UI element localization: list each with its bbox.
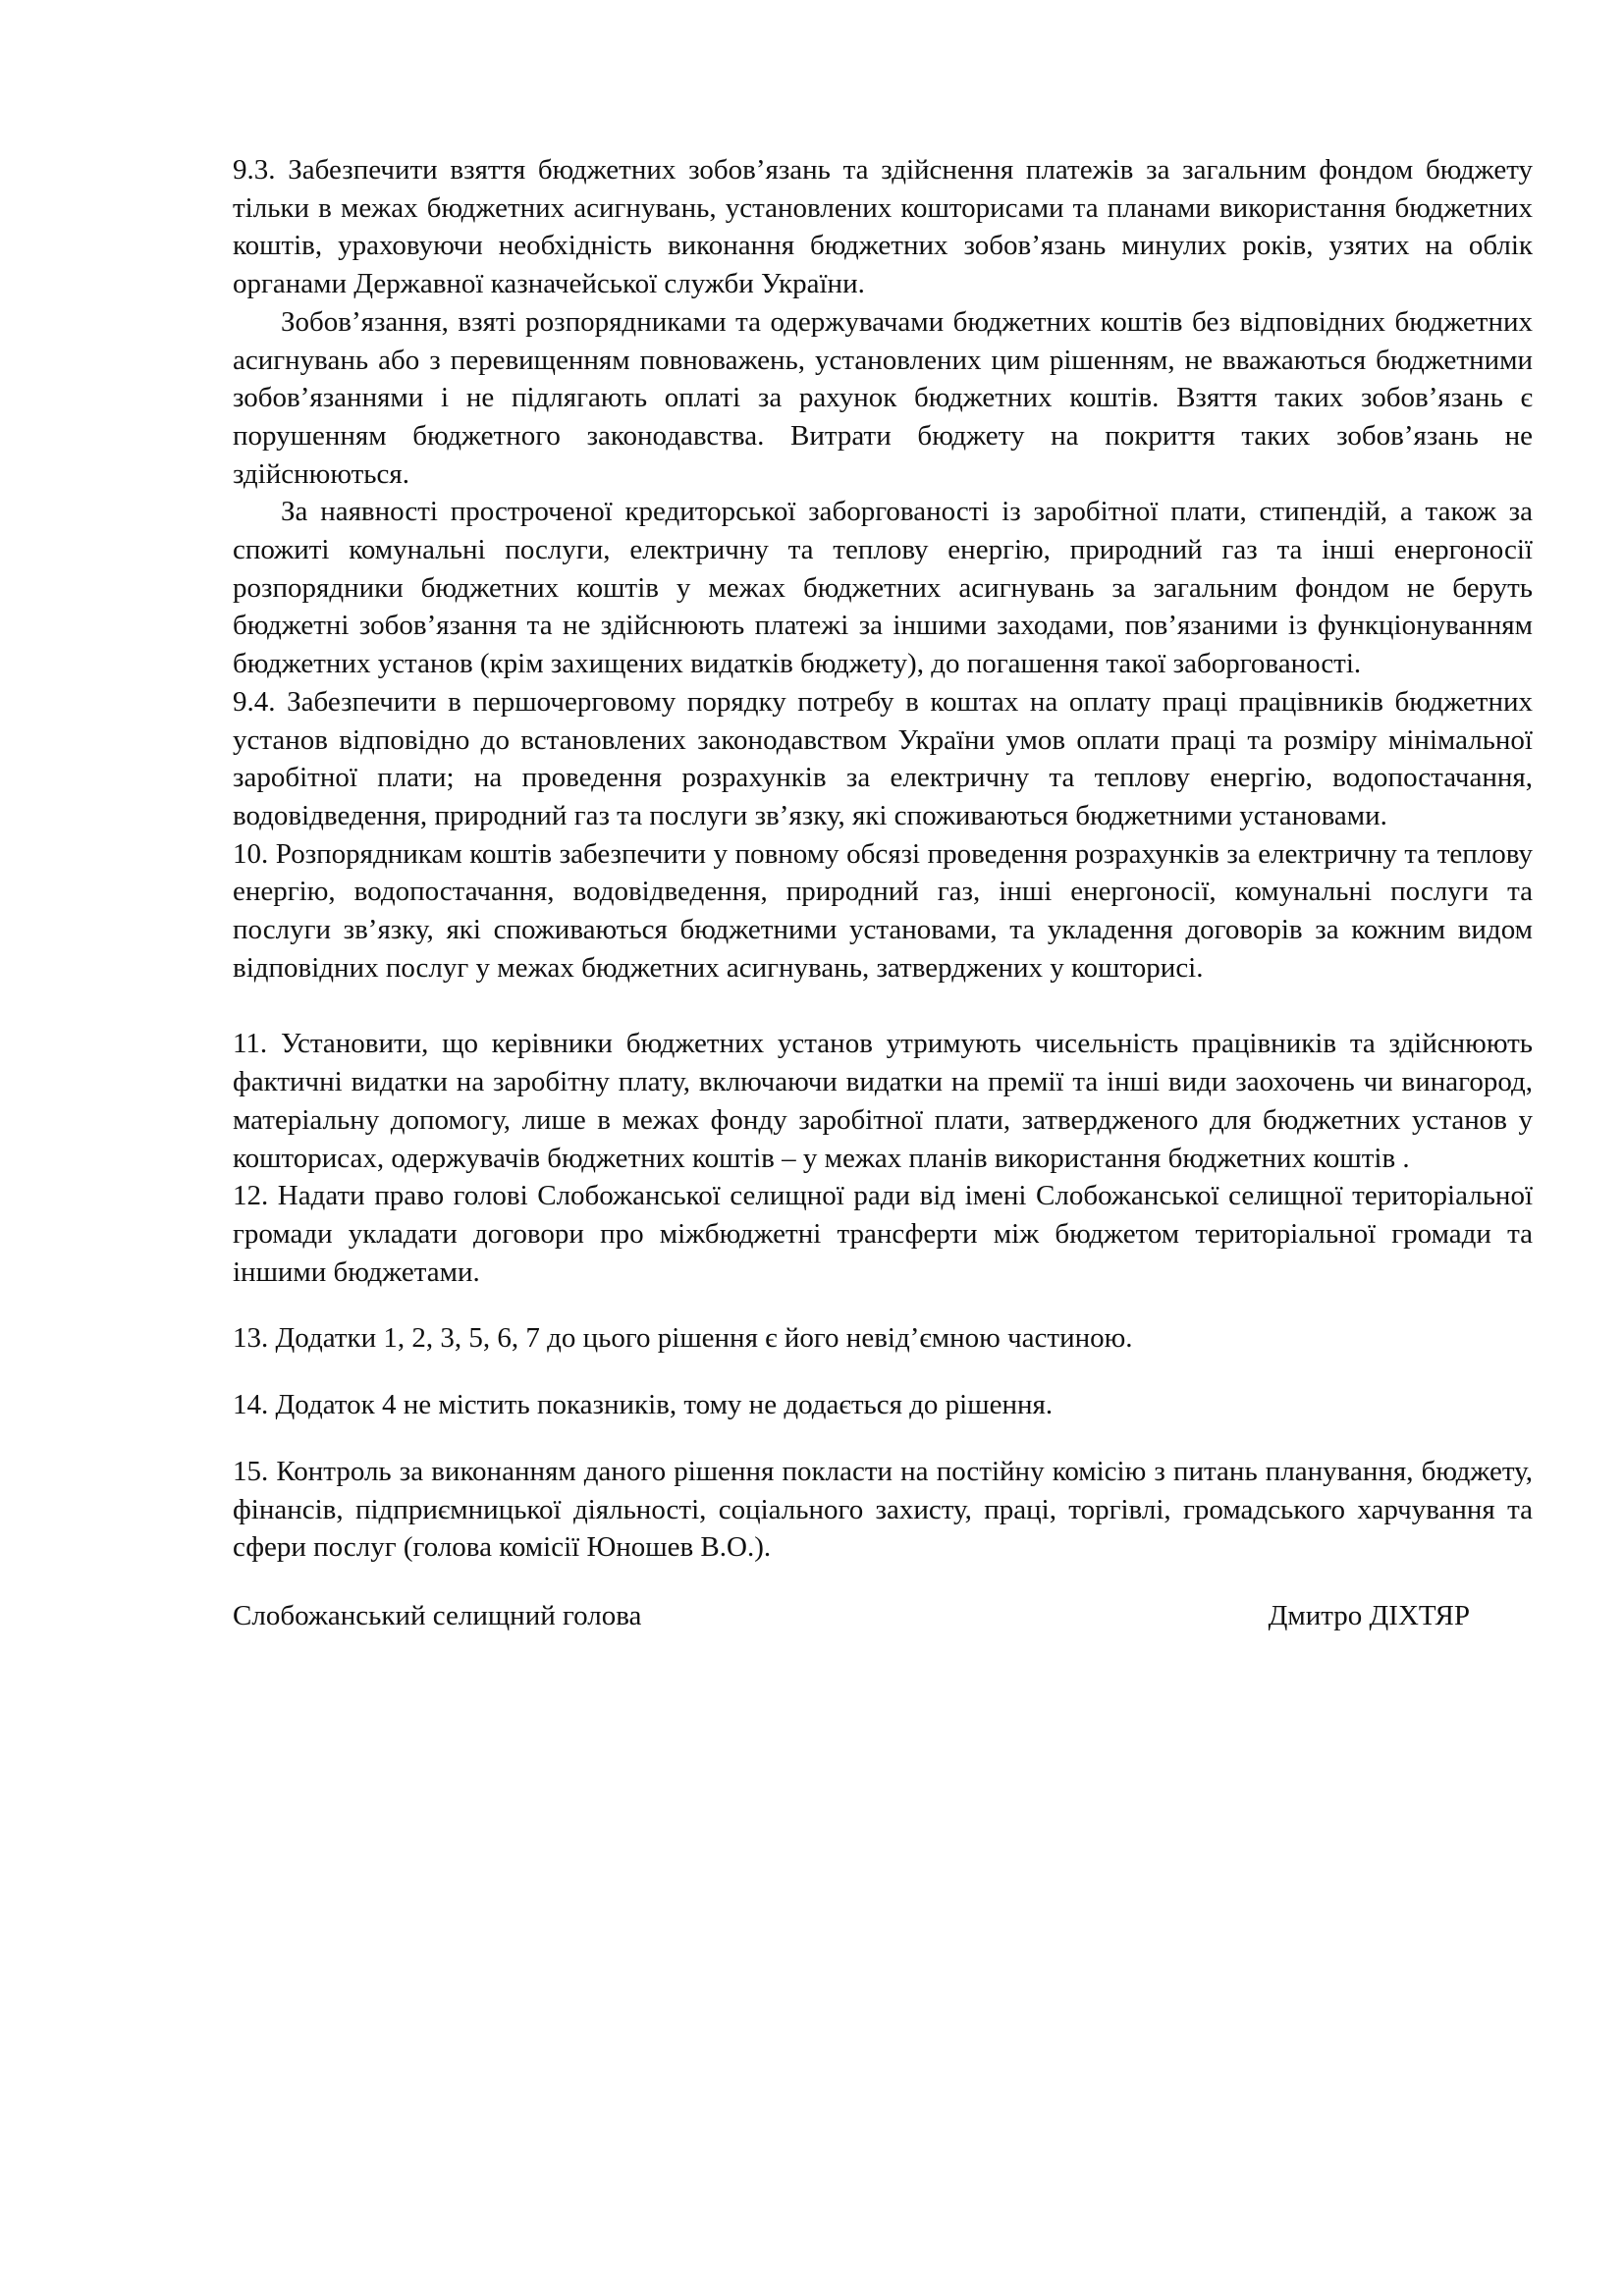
signature-position: Слобожанський селищний голова bbox=[233, 1599, 642, 1631]
signature-block bbox=[233, 1597, 1470, 1635]
paragraph-15: 15. Контроль за виконанням даного рішення покласти на постійну комісію з питань планування, бюджету, фінансів, підприємницької діяльності, соціального захисту, праці, торгівлі, громадського харчування та сфери послуг (голова комісії Юношев В.О.). bbox=[233, 1455, 1533, 1564]
paragraph-13: 13. Додатки 1, 2, 3, 5, 6, 7 до цього рішення є його невід’ємною частиною. bbox=[233, 1322, 1133, 1355]
paragraph-9-3: 9.3. Забезпечити взяття бюджетних зобов’язань та здійснення платежів за загальним фондом бюджету тільки в межах бюджетних асигнувань, установлених кошторисами та планами використання бюджетних коштів, ураховуючи необхідність виконання бюджетних зобов’язань минулих років, узятих на облік органами Державної казначейської служби України. bbox=[233, 154, 1533, 300]
paragraph-9-3-obligations: Зобов’язання, взяті розпорядниками та одержувачами бюджетних коштів без відповідних бюджетних асигнувань або з перевищенням повноважень, установлених цим рішенням, не вважаються бюджетними зобов’язаннями і не підлягають оплаті за рахунок бюджетних коштів. Взяття таких зобов’язань є порушенням бюджетного законодавства. Витрати бюджету на покриття таких зобов’язань не здійснюються. bbox=[233, 305, 1533, 490]
paragraph-9-3-arrears: За наявності простроченої кредиторської заборгованості із заробітної плати, стипендій, а також за спожиті комунальні послуги, електричну та теплову енергію, природний газ та інші енергоносії розпорядники бюджетних коштів у межах бюджетних асигнувань за загальним фондом не беруть бюджетні зобов’язання та не здійснюють платежі за іншими заходами, пов’язаними із функціонуванням бюджетних установ (крім захищених видатків бюджету), до погашення такої заборгованості. bbox=[233, 496, 1533, 680]
paragraph-9-4: 9.4. Забезпечити в першочерговому порядку потребу в коштах на оплату праці працівників бюджетних установ відповідно до встановлених законодавством України умов оплати праці та розміру мінімальної заробітної плати; на проведення розрахунків за електричну та теплову енергію, водопостачання, водовідведення, природний газ та послуги зв’язку, які споживаються бюджетними установами. bbox=[233, 685, 1533, 831]
document-page bbox=[233, 151, 1533, 1635]
paragraph-11: 11. Установити, що керівники бюджетних установ утримують чисельність працівників та здійснюють фактичні видатки на заробітну плату, включаючи видатки на премії та інші види заохочень чи винагород, матеріальну допомогу, лише в межах фонду заробітної плати, затвердженого для бюджетних установ у кошторисах, одержувачів бюджетних коштів – у межах планів використання бюджетних коштів . bbox=[233, 1028, 1533, 1174]
paragraph-10: 10. Розпорядникам коштів забезпечити у повному обсязі проведення розрахунків за електричну та теплову енергію, водопостачання, водовідведення, природний газ, інші енергоносії, комунальні послуги та послуги зв’язку, які споживаються бюджетними установами, та укладення договорів за кожним видом відповідних послуг у межах бюджетних асигнувань, затверджених у кошторисі. bbox=[233, 837, 1533, 984]
paragraph-14: 14. Додаток 4 не містить показників, тому не додається до рішення. bbox=[233, 1389, 1054, 1421]
signature-name: Дмитро ДІХТЯР bbox=[1268, 1599, 1470, 1631]
paragraph-12: 12. Надати право голові Слобожанської селищної ради від імені Слобожанської селищної територіальної громади укладати договори про міжбюджетні трансферти між бюджетом територіальної громади та іншими бюджетами. bbox=[233, 1180, 1533, 1288]
